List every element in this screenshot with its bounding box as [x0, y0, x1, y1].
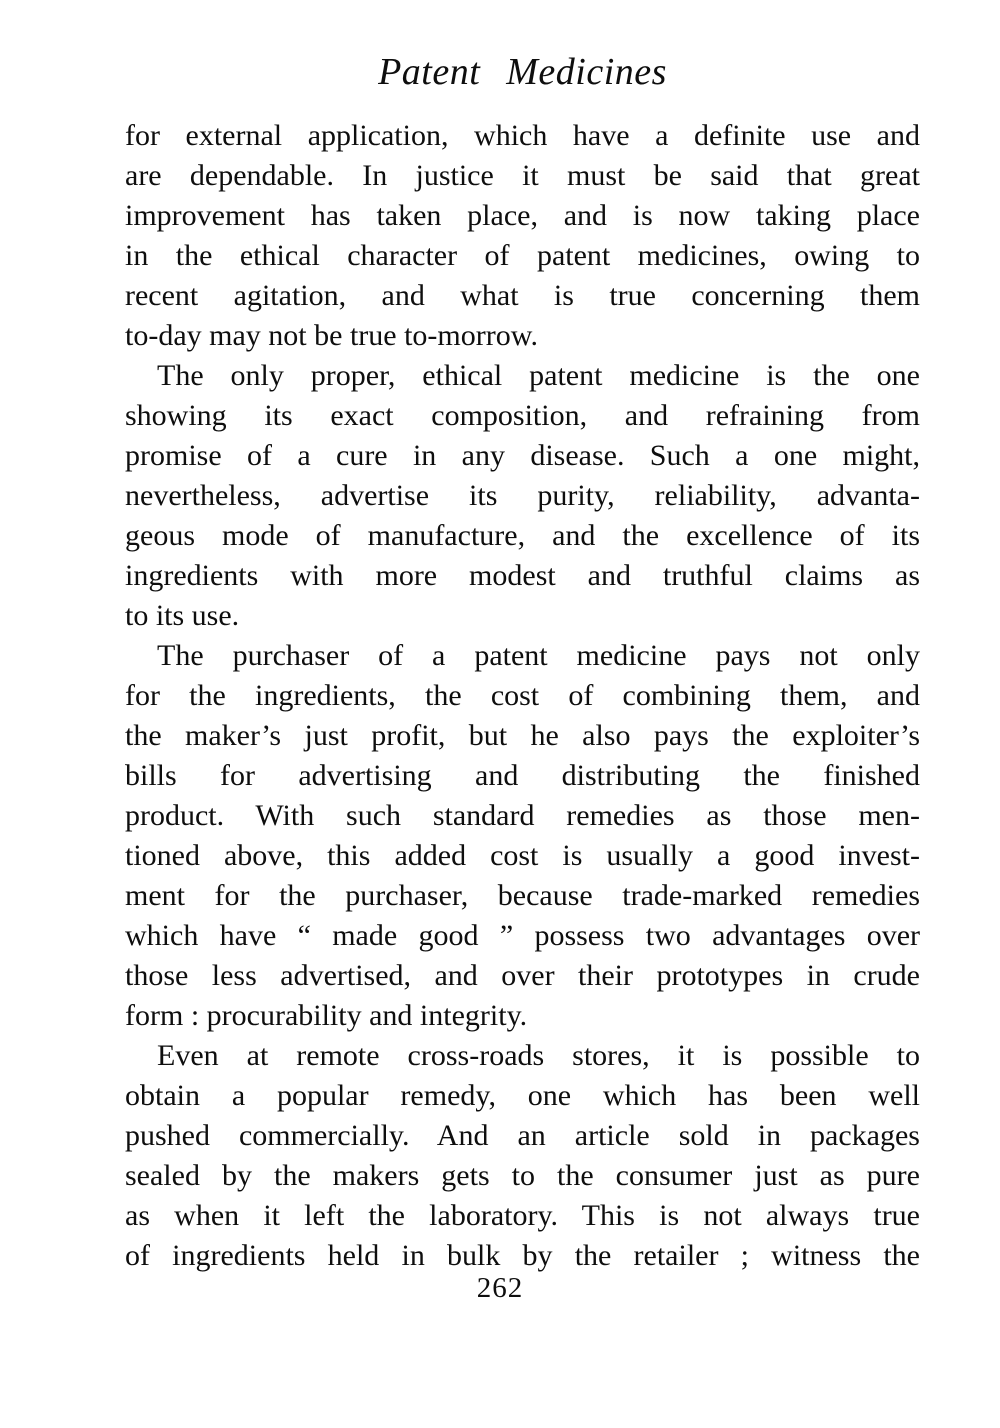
body-line: in the ethical character of patent medicines, owing to	[125, 239, 920, 272]
body-line: as when it left the laboratory. This is not always true	[125, 1199, 920, 1232]
body-line: those less advertised, and over their prototypes in crude	[125, 959, 920, 992]
body-line: for the ingredients, the cost of combining them, and	[125, 679, 920, 712]
body-line: promise of a cure in any disease. Such a one might,	[125, 439, 920, 472]
body-line: which have “ made good ” possess two advantages over	[125, 919, 920, 952]
body-line: showing its exact composition, and refraining from	[125, 399, 920, 432]
page-header-title: Patent Medicines	[378, 51, 667, 93]
body-line: obtain a popular remedy, one which has been well	[125, 1079, 920, 1112]
body-line: of ingredients held in bulk by the retailer ; witness the	[125, 1239, 920, 1272]
body-line: are dependable. In justice it must be said that great	[125, 159, 920, 192]
body-line: ment for the purchaser, because trade-marked remedies	[125, 879, 920, 912]
body-line: tioned above, this added cost is usually a good invest-	[125, 839, 920, 872]
body-line: form : procurability and integrity.	[125, 999, 528, 1032]
body-line: recent agitation, and what is true concerning them	[125, 279, 920, 312]
body-text	[125, 116, 920, 1276]
body-line: for external application, which have a definite use and	[125, 119, 920, 152]
body-line: sealed by the makers gets to the consumer just as pure	[125, 1159, 920, 1192]
body-line: The only proper, ethical patent medicine is the one	[157, 359, 920, 392]
body-line: to-day may not be true to-morrow.	[125, 319, 538, 352]
body-line: The purchaser of a patent medicine pays not only	[157, 639, 920, 672]
body-line: bills for advertising and distributing the finished	[125, 759, 920, 792]
body-line: Even at remote cross-roads stores, it is possible to	[157, 1039, 920, 1072]
body-line: nevertheless, advertise its purity, reliability, advanta-	[125, 479, 920, 512]
body-line: geous mode of manufacture, and the excellence of its	[125, 519, 920, 552]
page-number: 262	[476, 1272, 524, 1304]
body-line: the maker’s just profit, but he also pays the exploiter’s	[125, 719, 920, 752]
body-line: improvement has taken place, and is now taking place	[125, 199, 920, 232]
body-line: product. With such standard remedies as those men-	[125, 799, 920, 832]
body-line: pushed commercially. And an article sold in packages	[125, 1119, 920, 1152]
body-line: to its use.	[125, 599, 240, 632]
body-line: ingredients with more modest and truthful claims as	[125, 559, 920, 592]
